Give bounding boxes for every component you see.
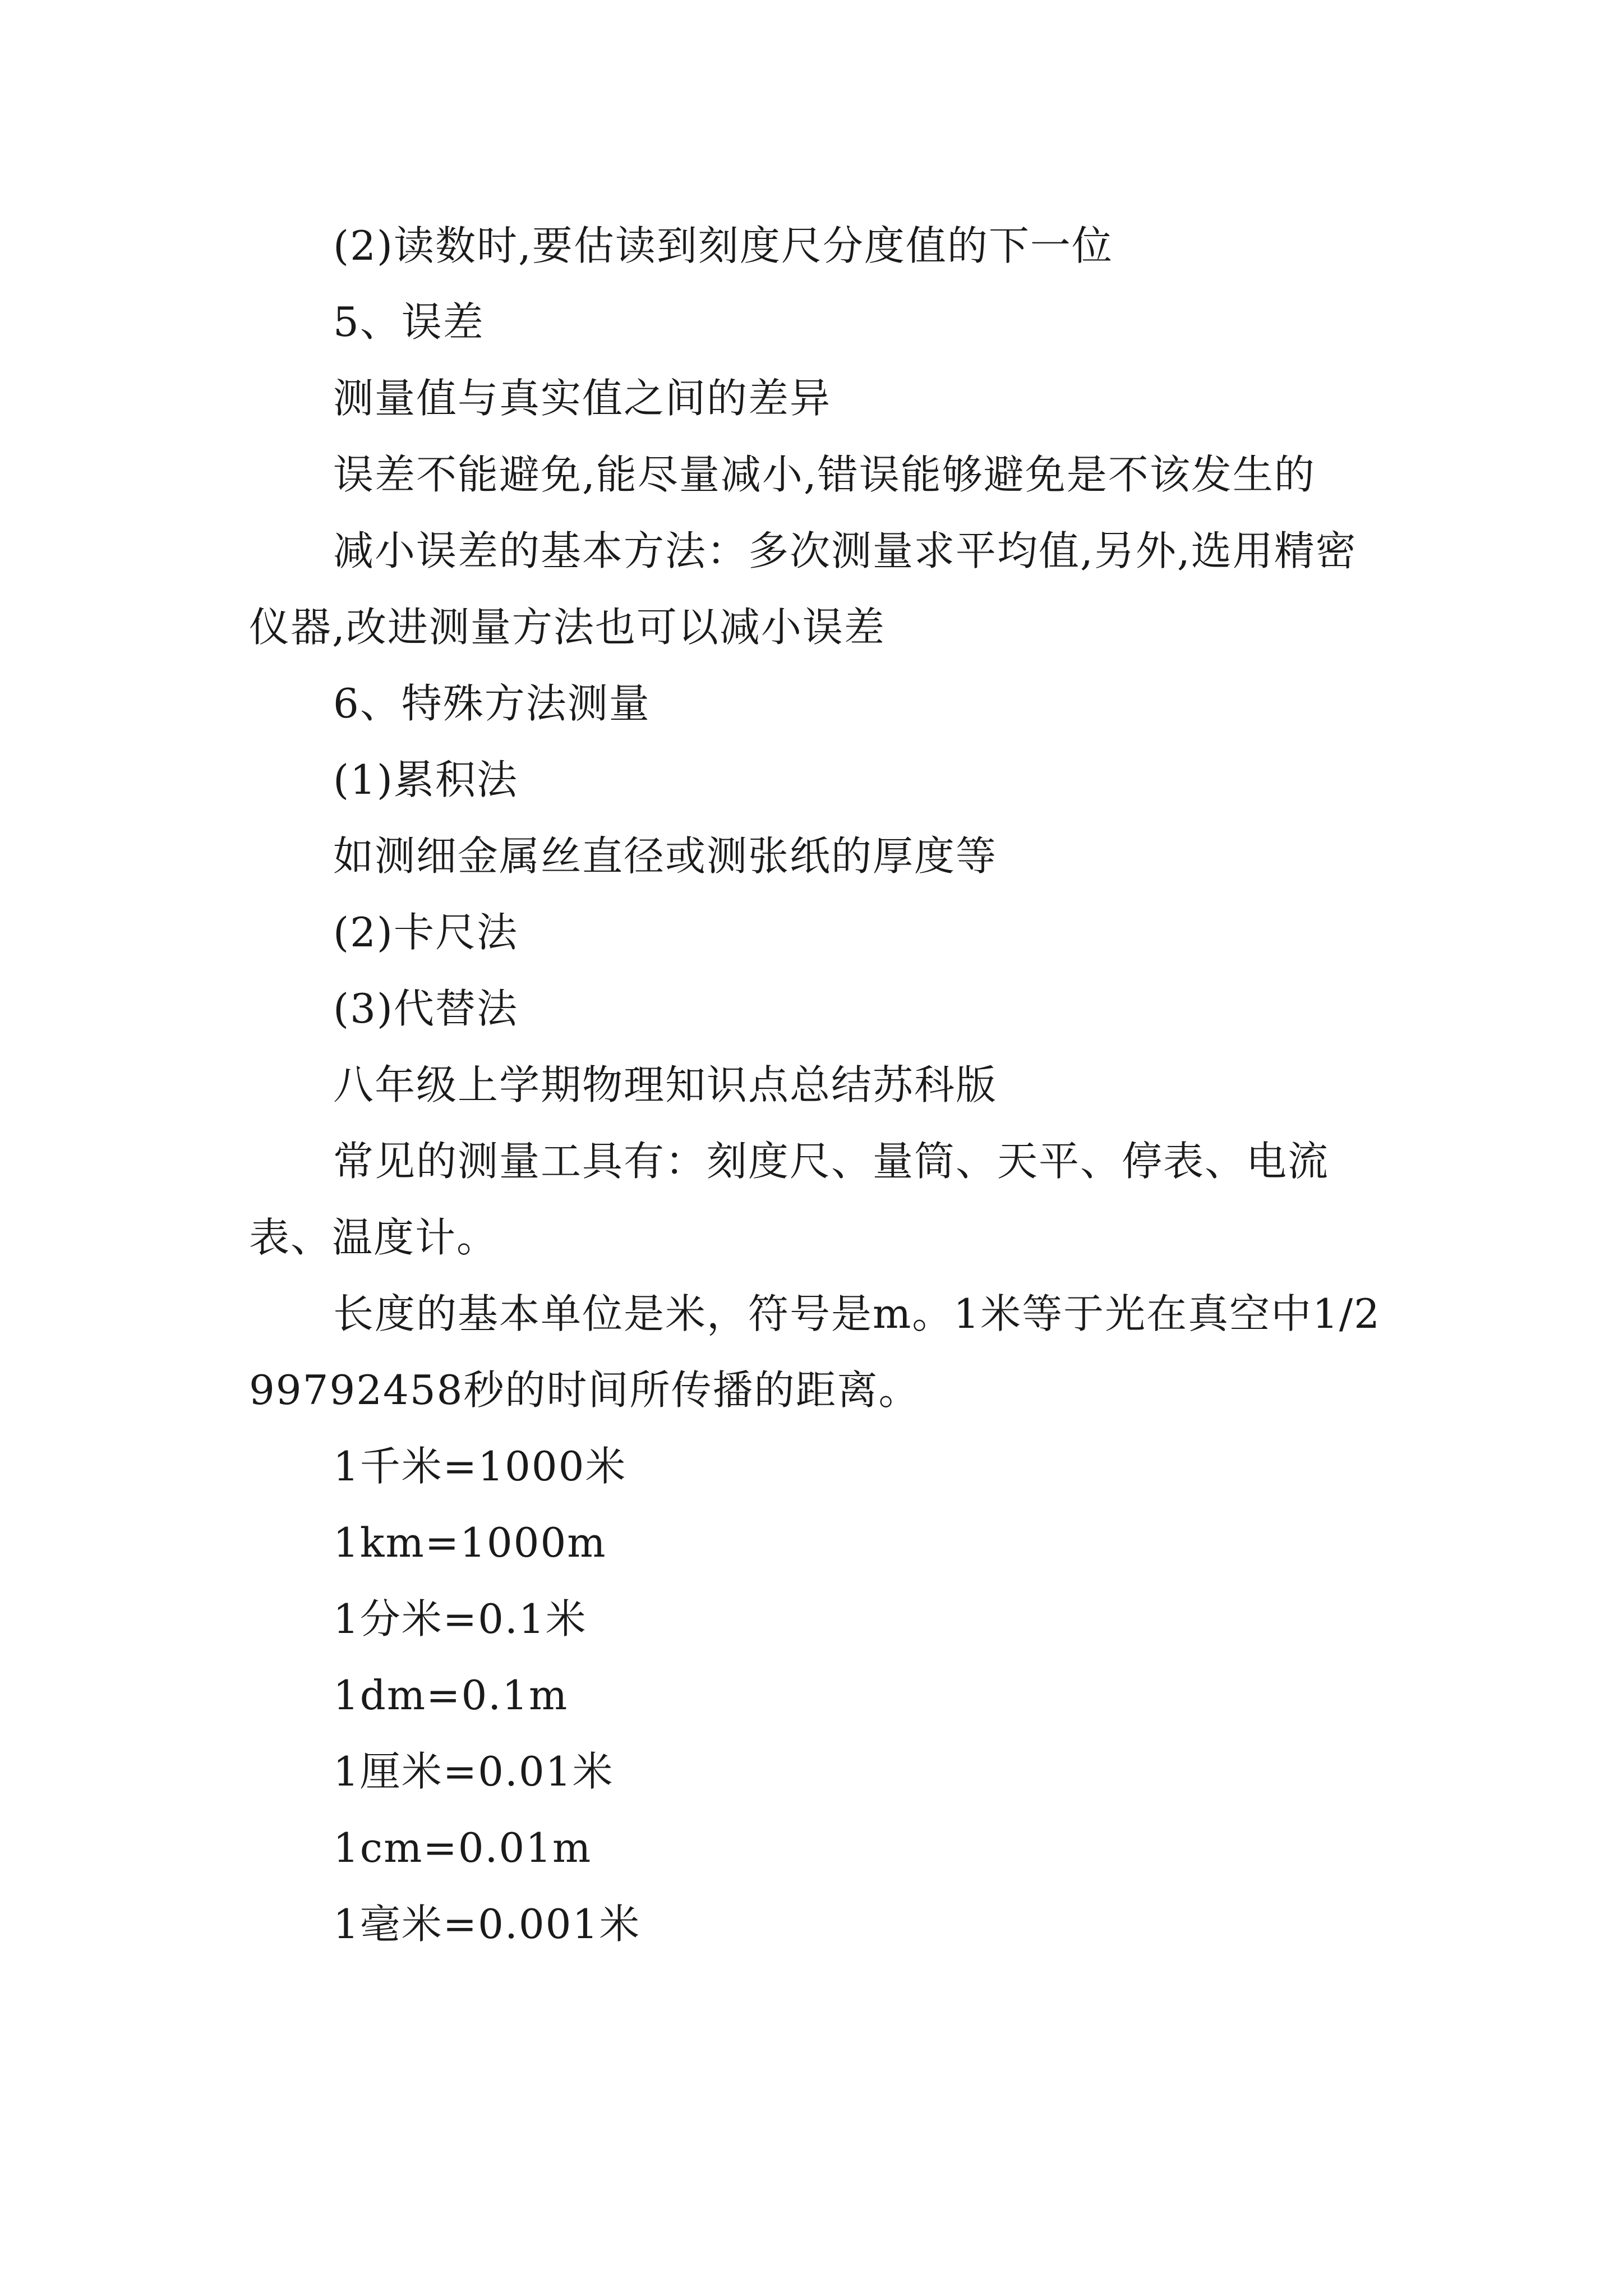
- paragraph-accumulation-example: 如测细金属丝直径或测张纸的厚度等: [333, 832, 998, 880]
- heading-error: 5、误差: [333, 298, 485, 346]
- unit-conversion-km: 1千米=1000米: [333, 1443, 627, 1490]
- paragraph-error-vs-mistake: 误差不能避免,能尽量减小,错误能够避免是不该发生的: [333, 451, 1316, 498]
- paragraph-reading-estimate: (2)读数时,要估读到刻度尺分度值的下一位: [333, 222, 1113, 269]
- item-caliper-method: (2)卡尺法: [333, 909, 518, 956]
- document-body: [249, 208, 1387, 1962]
- unit-conversion-cm: 1厘米=0.01米: [333, 1748, 614, 1795]
- paragraph-error-definition: 测量值与真实值之间的差异: [333, 375, 832, 422]
- item-accumulation-method: (1)累积法: [333, 756, 518, 803]
- item-substitution-method: (3)代替法: [333, 985, 518, 1032]
- unit-conversion-mm: 1毫米=0.001米: [333, 1901, 641, 1948]
- paragraph-measuring-tools: 常见的测量工具有：刻度尺、量筒、天平、停表、电流表、温度计。: [249, 1138, 1330, 1261]
- paragraph-reduce-error: 减小误差的基本方法：多次测量求平均值,另外,选用精密仪器,改进测量方法也可以减小误差: [249, 527, 1357, 651]
- unit-conversion-dm: 1分米=0.1米: [333, 1595, 587, 1642]
- unit-conversion-cm-symbol: 1cm=0.01m: [333, 1824, 592, 1871]
- unit-conversion-dm-symbol: 1dm=0.1m: [333, 1672, 569, 1719]
- paragraph-length-unit: 长度的基本单位是米，符号是m。1米等于光在真空中1/299792458秒的时间所传播的距离。: [249, 1290, 1381, 1414]
- heading-special-methods: 6、特殊方法测量: [333, 680, 651, 727]
- unit-conversion-km-symbol: 1km=1000m: [333, 1519, 607, 1566]
- section-title: 八年级上学期物理知识点总结苏科版: [333, 1061, 998, 1108]
